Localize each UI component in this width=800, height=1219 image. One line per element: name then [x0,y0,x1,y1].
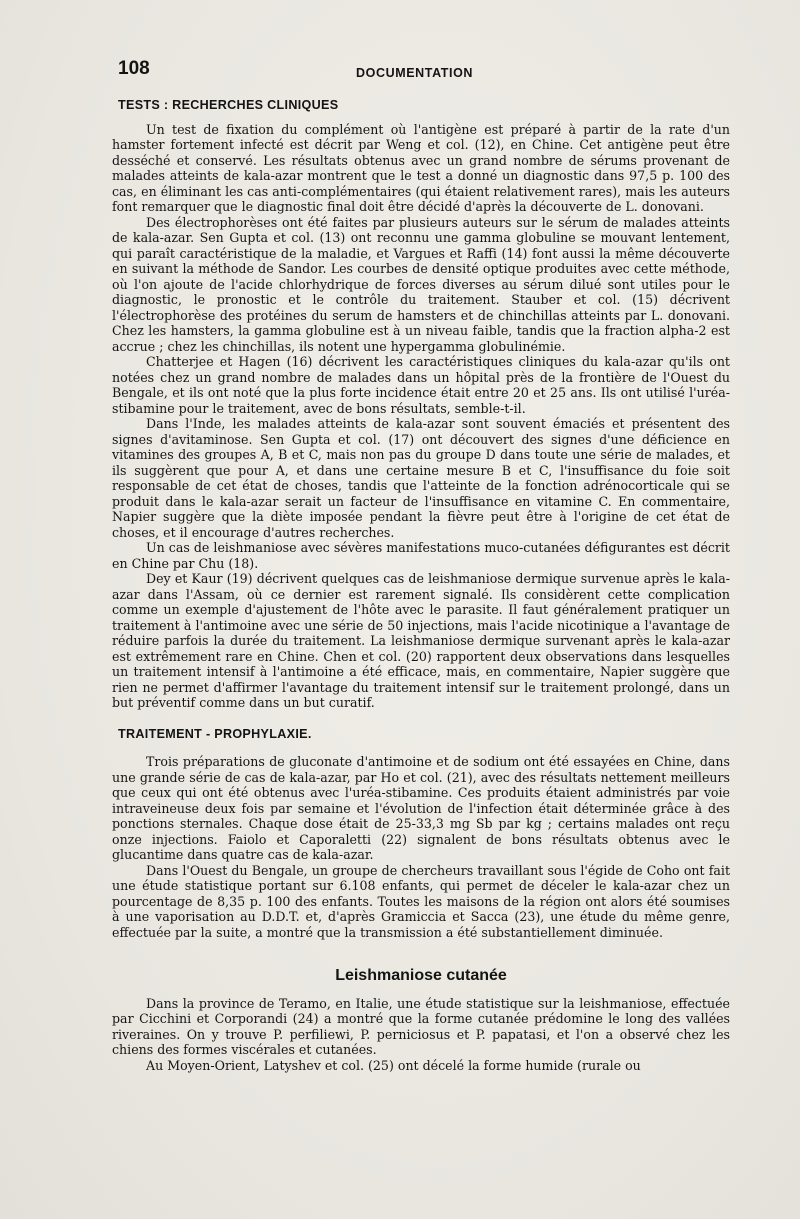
running-head: DOCUMENTATION [356,66,474,80]
paragraph: Des électrophorèses ont été faites par plusieurs auteurs sur le sérum de malades atteints de kala-azar. Sen Gupta et col. (13) ont reconnu une gamma globuline se mouvant lentement, qui paraît caractéristique de la maladie, et Vargues et Raffi (14) font aussi la même découverte en suivant la méthode de Sandor. Les courbes de densité optique produites avec cette méthode, où l'on ajoute de l'acide chlorhydrique de forces diverses au sérum dilué sont utiles pour le diagnostic, le pronostic et le contrôle du traitement. Stauber et col. (15) décrivent l'électrophorèse des protéines du serum de hamsters et de chinchillas atteints par L. donovani. Chez les hamsters, la gamma globuline est à un niveau faible, tandis que la fraction alpha-2 est accrue ; chez les chinchillas, ils notent une hypergamma globulinémie. [112,214,730,354]
paragraph: Dans l'Ouest du Bengale, un groupe de chercheurs travaillant sous l'égide de Coho ont fait une étude statistique portant sur 6.108 enfants, qui permet de déceler le kala-azar chez un pourcentage de 8,35 p. 100 des enfants. Toutes les maisons de la région ont alors été soumises à une vaporisation au D.D.T. et, d'après Gramiccia et Sacca (23), une étude du même genre, effectuée par la suite, a montré que la transmission a été substantiellement diminuée. [112,862,730,940]
page-header [118,58,720,82]
section-heading-treatment: TRAITEMENT - PROPHYLAXIE. [118,726,312,741]
paragraph: Un cas de leishmaniose avec sévères manifestations muco-cutanées défigurantes est décrit en Chine par Chu (18). [112,540,730,571]
section-heading-cutaneous: Leishmaniose cutanée [335,967,507,984]
paragraph: Un test de fixation du complément où l'antigène est préparé à partir de la rate d'un hamster fortement infecté est décrit par Weng et col. (12), en Chine. Cet antigène peut être desséché et conservé. Les résultats obtenus avec un grand nombre de sérums provenant de malades atteints de kala-azar montrent que le test a donné un diagnostic dans 97,5 p. 100 des cas, en éliminant les cas anti-complémentaires (qui étaient relativement rares), mais les auteurs font remarquer que le diagnostic final doit être décidé d'après la découverte de L. donovani. [112,121,730,214]
paragraph: Dey et Kaur (19) décrivent quelques cas de leishmaniose dermique survenue après le kala-azar dans l'Assam, où ce dernier est rarement signalé. Ils considèrent cette complication comme un exemple d'ajustement de l'hôte avec le parasite. Il faut généralement pratiquer un traitement à l'antimoine avec une série de 50 injections, mais l'acide nicotinique a l'avantage de réduire parfois la durée du traitement. La leishmaniose dermique survenant après le kala-azar est extrêmement rare en Chine. Chen et col. (20) rapportent deux observations dans lesquelles un traitement intensif à l'antimoine a été efficace, mais, en commentaire, Napier suggère que rien ne permet d'affirmer l'avantage du traitement intensif sur le traitement prolongé, dans un but préventif comme dans un but curatif. [112,571,730,710]
paragraph: Dans la province de Teramo, en Italie, une étude statistique sur la leishmaniose, effectuée par Cicchini et Corporandi (24) a montré que la forme cutanée prédomine le long des vallées riveraines. On y trouve P. perfiliewi, P. perniciosus et P. papatasi, et l'on a observé chez les chiens des formes viscérales et cutanées. [112,995,730,1057]
paragraph: Trois préparations de gluconate d'antimoine et de sodium ont été essayées en Chine, dans une grande série de cas de kala-azar, par Ho et col. (21), avec des résultats nettement meilleurs que ceux qui ont été obtenus avec l'uréa-stibamine. Ces produits étaient administrés par voie intraveineuse deux fois par semaine et l'évolution de l'infection était déterminée grâce à des ponctions sternales. Chaque dose était de 25-33,3 mg Sb par kg ; certains malades ont reçu onze injections. Faiolo et Caporaletti (22) signalent de bons résultats obtenus avec le glucantime dans quatre cas de kala-azar. [112,754,730,862]
paragraph: Dans l'Inde, les malades atteints de kala-azar sont souvent émaciés et présentent des signes d'avitaminose. Sen Gupta et col. (17) ont découvert des signes d'une déficience en vitamines des groupes A, B et C, mais non pas du groupe D dans toute une série de malades, et ils suggèrent que pour A, et dans une certaine mesure B et C, l'insuffisance du foie soit responsable de cet état de choses, tandis que l'atteinte de la fonction adrénocorticale qui se produit dans le kala-azar serait un facteur de l'insuffisance en vitamine C. En commentaire, Napier suggère que la diète imposée pendant la fièvre peut être à l'origine de cet état de choses, et il encourage d'autres recherches. [112,416,730,540]
paragraph: Au Moyen-Orient, Latyshev et col. (25) ont décelé la forme humide (rurale ou [146,1057,641,1073]
main-text [112,98,730,1073]
section-heading-tests: TESTS : RECHERCHES CLINIQUES [118,98,339,112]
paragraph: Chatterjee et Hagen (16) décrivent les caractéristiques cliniques du kala-azar qu'ils ont notées chez un grand nombre de malades dans un hôpital près de la frontière de l'Ouest du Bengale, et ils ont noté que la plus forte incidence était entre 20 et 25 ans. Ils ont utilisé l'uréa-stibamine pour le traitement, avec de bons résultats, semble-t-il. [112,354,730,416]
page-number: 108 [118,58,150,79]
